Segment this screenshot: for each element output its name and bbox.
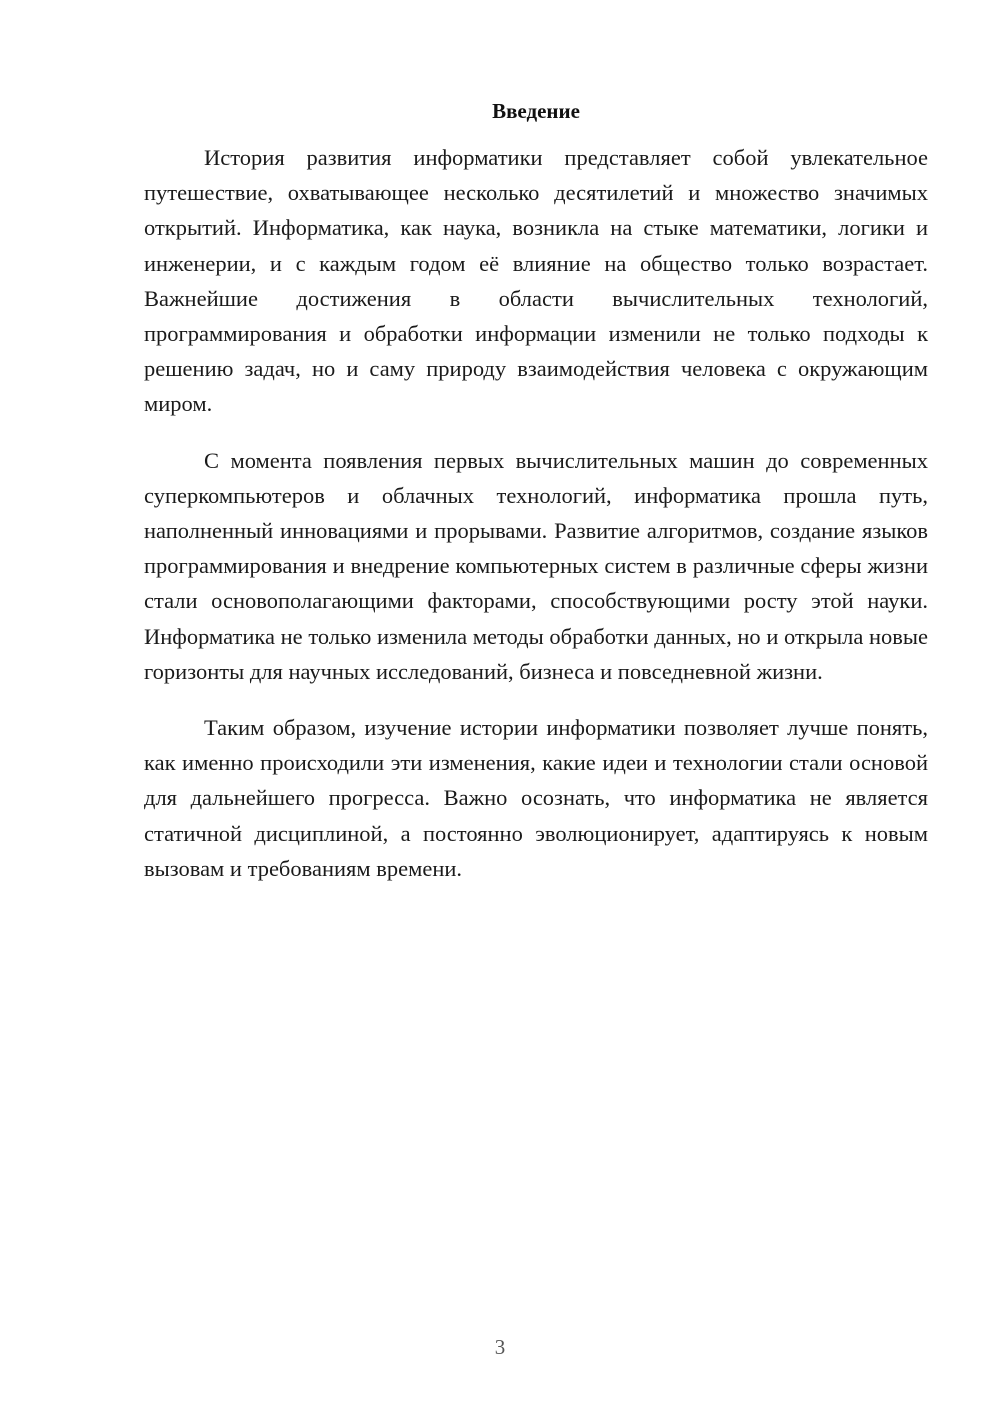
section-heading: Введение — [492, 99, 580, 123]
page-number: 3 — [494, 1335, 506, 1359]
paragraph-1: История развития информатики представляет собой увлекательное путешествие, охватывающее несколько десятилетий и множество значимых открытий. Информатика, как наука, возникла на стыке математики, логики и инженерии, и с каждым годом её влияние на общество только возрастает. Важнейшие достижения в области вычислительных технологий, программирования и обработки информации изменили не только подходы к решению задач, но и саму природу взаимодействия человека с окружающим миром. — [144, 145, 928, 417]
paragraph-3: Таким образом, изучение истории информатики позволяет лучше понять, как именно происходили эти изменения, какие идеи и технологии стали основой для дальнейшего прогресса. Важно осознать, что информатика не является статичной дисциплиной, а постоянно эволюционирует, адаптируясь к новым вызовам и требованиям времени. — [144, 715, 928, 881]
page-content — [144, 92, 928, 886]
paragraph-2: С момента появления первых вычислительных машин до современных суперкомпьютеров и облачных технологий, информатика прошла путь, наполненный инновациями и прорывами. Развитие алгоритмов, создание языков программирования и внедрение компьютерных систем в различные сферы жизни стали основополагающими факторами, способствующими росту этой науки. Информатика не только изменила методы обработки данных, но и открыла новые горизонты для научных исследований, бизнеса и повседневной жизни. — [144, 447, 928, 684]
